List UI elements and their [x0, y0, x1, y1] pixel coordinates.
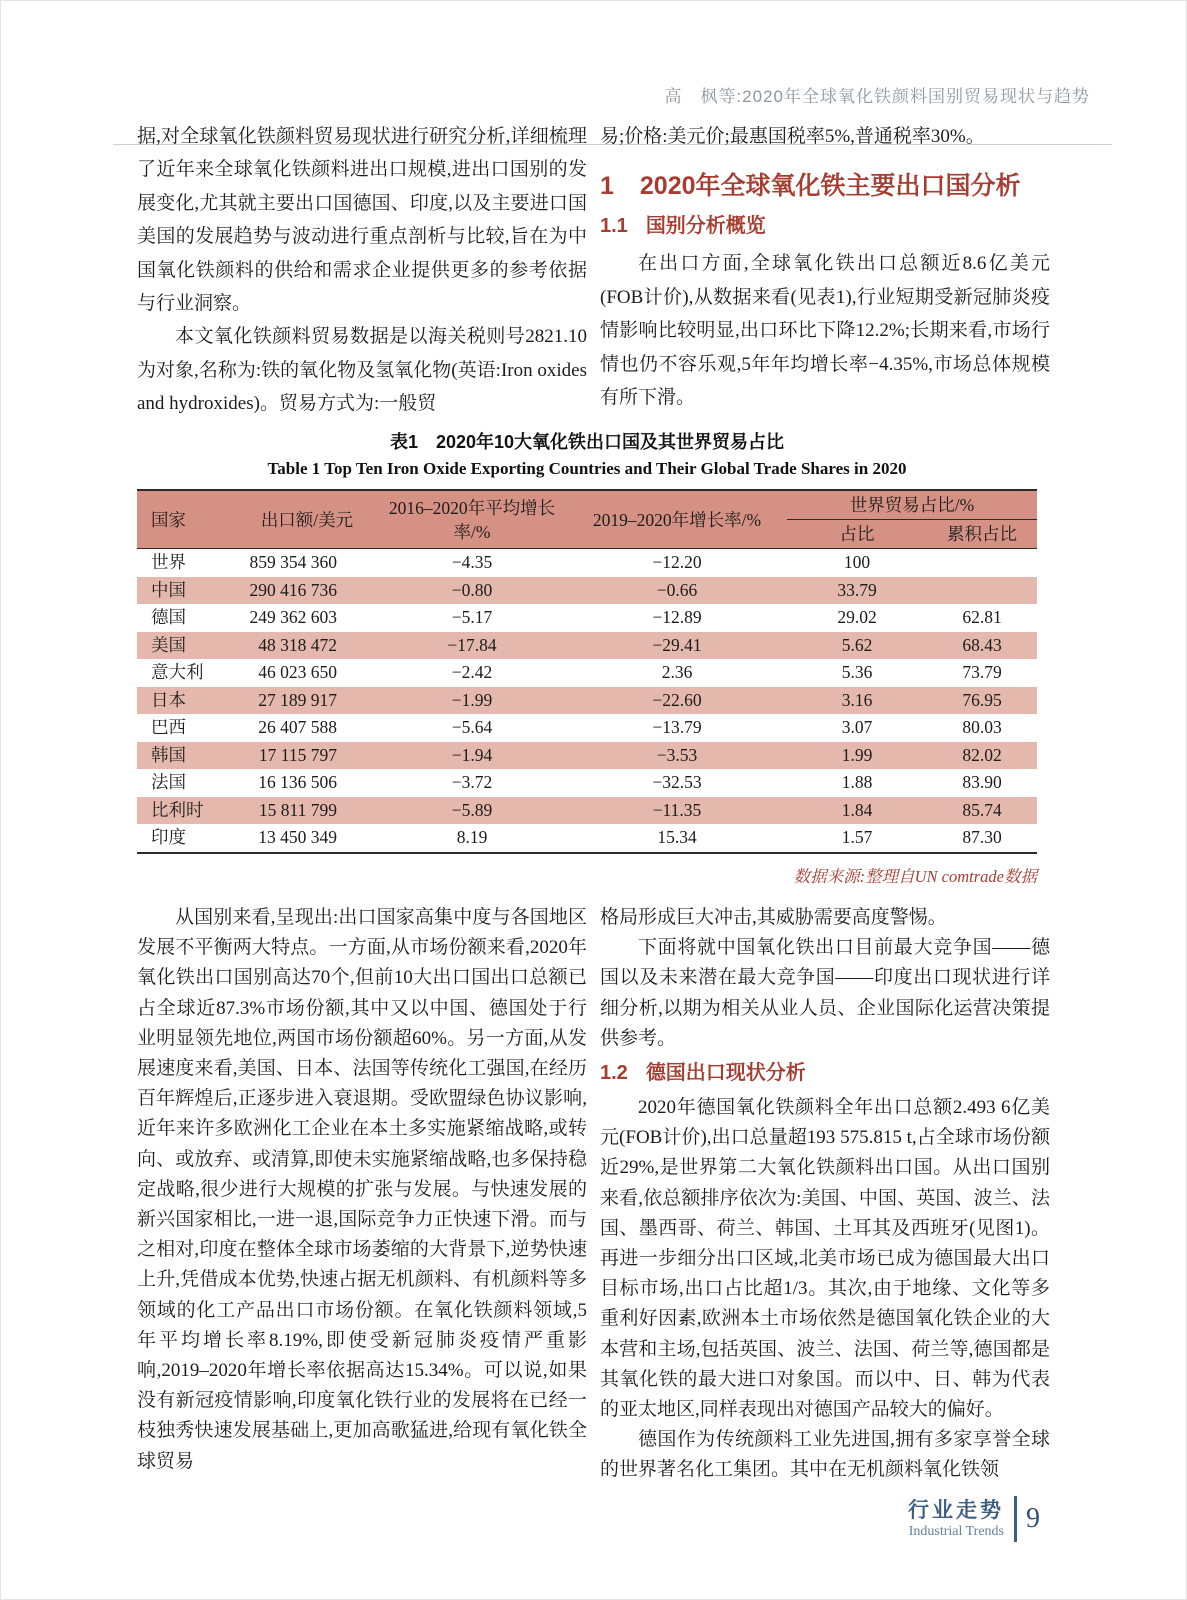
table-cell: 美国	[151, 634, 186, 655]
page-number: 9	[1026, 1503, 1040, 1534]
col-header-avg-growth: 2016–2020年平均增长率/%	[388, 497, 556, 542]
table-cell: 比利时	[151, 799, 204, 820]
table-cell: 80.03	[962, 717, 1002, 737]
table-cell: 1.57	[841, 827, 873, 847]
table-cell: 中国	[151, 579, 186, 600]
col-header-yoy-growth: 2019–2020年增长率/%	[592, 509, 762, 530]
section-number: 1	[600, 172, 614, 201]
table-cell: 8.19	[456, 827, 488, 847]
footer-divider-bar	[1014, 1496, 1017, 1542]
table-cell: −11.35	[652, 799, 702, 820]
table-cell: −0.66	[656, 579, 698, 600]
col-header-export: 出口额/美元	[260, 509, 354, 530]
paragraph: 本文氧化铁颜料贸易数据是以海关税则号2821.10为对象,名称为:铁的氧化物及氢氧化物(英语:Iron oxides and hydroxides)。贸易方式为:一般贸	[137, 326, 587, 415]
table-cell: 290 416 736	[249, 579, 337, 600]
table-cell: −29.41	[652, 634, 702, 655]
table-cell	[927, 549, 1037, 577]
table-cell: −3.53	[656, 744, 698, 765]
table-cell: 85.74	[962, 799, 1002, 820]
table-row	[137, 632, 1037, 660]
table-cell: −32.53	[652, 772, 702, 792]
table-cell: 46 023 650	[258, 662, 337, 682]
paragraph: 格局形成巨大冲击,其威胁需要高度警惕。	[600, 907, 947, 928]
paragraph: 下面将就中国氧化铁出口目前最大竞争国——德国以及未来潜在最大竞争国——印度出口现状进行详细分析,以期为相关从业人员、企业国际化运营决策提供参考。	[600, 937, 1050, 1049]
table-cell: −13.79	[652, 717, 702, 737]
table-cell: 83.90	[962, 772, 1002, 792]
table-cell: −2.42	[451, 662, 493, 682]
top-left-column	[137, 120, 587, 421]
table-caption-cn: 表1 2020年10大氧化铁出口国及其世界贸易占比	[389, 432, 785, 452]
table-block	[137, 428, 1037, 891]
bottom-section	[137, 903, 1050, 1486]
section-title: 德国出口现状分析	[645, 1062, 806, 1085]
table-cell: 印度	[151, 827, 186, 847]
table-row	[137, 687, 1037, 715]
table-cell: 100	[843, 552, 871, 572]
table-cell: −12.20	[652, 552, 702, 572]
paragraph: 2020年德国氧化铁颜料全年出口总额2.493 6亿美元(FOB计价),出口总量超193 575.815 t,占全球市场份额近29%,是世界第二大氧化铁颜料出口国。从出口国别来看,依总额排序依次为:美国、中国、英国、波兰、法国、墨西哥、荷兰、韩国、土耳其及西班牙(见图1)。再进一步细分出口区域,北美市场已成为德国最大出口目标市场,出口占比超1/3。其次,由于地缘、文化等多重利好因素,欧洲本土市场依然是德国氧化铁企业的大本营和主场,包括英国、波兰、法国、荷兰等,德国都是其氧化铁的最大进口对象国。而以中、日、韩为代表的亚太地区,同样表现出对德国产品较大的偏好。	[600, 1097, 1050, 1421]
table-cell: −5.89	[451, 799, 493, 820]
col-header-share: 占比	[839, 524, 875, 544]
table-cell: −0.80	[451, 579, 493, 600]
table-body	[137, 549, 1037, 853]
table-cell: 意大利	[151, 662, 204, 682]
section-number: 1.2	[600, 1062, 628, 1085]
table-cell: 3.07	[841, 717, 873, 737]
table-source-note: 数据来源:整理自UN comtrade数据	[793, 866, 1037, 886]
bottom-right-column	[600, 903, 1050, 1486]
section-title: 国别分析概览	[645, 215, 766, 238]
table-cell: 世界	[151, 552, 186, 572]
paragraph: 从国别来看,呈现出:出口国家高集中度与各国地区发展不平衡两大特点。一方面,从市场份额来看,2020年氧化铁出口国别高达70个,但前10大出口国出口总额已占全球近87.3%市场份额,其中又以中国、德国处于行业明显领先地位,两国市场份额超60%。另一方面,从发展速度来看,美国、日本、法国等传统化工强国,在经历百年辉煌后,正逐步进入衰退期。受欧盟绿色协议影响,近年来许多欧洲化工企业在本土多实施紧缩战略,或转向、或放弃、或清算,即使未实施紧缩战略,也多保持稳定战略,很少进行大规模的扩张与发展。与快速发展的新兴国家相比,一进一退,国际竞争力正快速下滑。而与之相对,印度在整体全球市场萎缩的大背景下,逆势快速上升,凭借成本优势,快速占据无机颜料、有机颜料等多领域的化工产品出口市场份额。在氧化铁颜料领域,5年平均增长率8.19%,即使受新冠肺炎疫情严重影响,2019–2020年增长率依据高达15.34%。可以说,如果没有新冠疫情影响,印度氧化铁行业的发展将在已经一枝独秀快速发展基础上,更加高歌猛进,给现有氧化铁全球贸易	[137, 907, 587, 1472]
table-cell: 法国	[151, 772, 186, 792]
table-cell: 韩国	[151, 744, 186, 765]
table-row	[137, 604, 1037, 632]
table-cell: 82.02	[962, 744, 1002, 765]
table-cell: 5.62	[841, 634, 873, 655]
table-header	[137, 490, 1037, 549]
table-row	[137, 577, 1037, 605]
paragraph: 易;价格:美元价;最惠国税率5%,普通税率30%。	[600, 126, 985, 147]
table-cell: −1.94	[451, 744, 493, 765]
table-cell: 249 362 603	[249, 607, 337, 627]
footer-section-en: Industrial Trends	[908, 1523, 1004, 1539]
table-cell: 1.99	[841, 744, 873, 765]
trade-table	[137, 489, 1037, 854]
footer-section-label	[908, 1499, 1004, 1540]
table-row	[137, 714, 1037, 742]
table-cell: 73.79	[962, 662, 1002, 682]
col-header-country: 国家	[151, 509, 186, 530]
table-cell: −12.89	[652, 607, 702, 627]
table-cell: 48 318 472	[258, 634, 337, 655]
table-cell: 87.30	[962, 827, 1002, 847]
table-cell: 76.95	[962, 689, 1002, 710]
paragraph: 在出口方面,全球氧化铁出口总额近8.6亿美元(FOB计价),从数据来看(见表1),行业短期受新冠肺炎疫情影响比较明显,出口环比下降12.2%;长期来看,市场行情也仍不容乐观,5年年均增长率−4.35%,市场总体规模有所下滑。	[600, 253, 1050, 409]
top-section	[137, 120, 1050, 421]
running-head: 高 枫等:2020年全球氧化铁颜料国别贸易现状与趋势	[664, 87, 1090, 106]
table-cell: 859 354 360	[249, 552, 337, 572]
table-cell: 16 136 506	[258, 772, 337, 792]
col-header-cumulative: 累积占比	[947, 524, 1017, 544]
table-cell: 15 811 799	[258, 799, 337, 820]
table-cell: 5.36	[841, 662, 873, 682]
table-cell: 2.36	[661, 662, 693, 682]
table-row	[137, 659, 1037, 687]
table-row	[137, 797, 1037, 825]
col-header-world-share: 世界贸易占比/%	[787, 490, 1037, 520]
table-cell: 68.43	[962, 634, 1002, 655]
section-heading-1-1	[600, 211, 1050, 241]
section-heading-1	[600, 169, 1050, 203]
table-cell	[927, 577, 1037, 605]
paragraph: 据,对全球氧化铁颜料贸易现状进行研究分析,详细梳理了近年来全球氧化铁颜料进出口规模,进出口国别的发展变化,尤其就主要出口国德国、印度,以及主要进口国美国的发展趋势与波动进行重点剖析与比较,旨在为中国氧化铁颜料的供给和需求企业提供更多的参考依据与行业洞察。	[137, 126, 587, 315]
table-cell: −22.60	[652, 689, 702, 710]
table-cell: 17 115 797	[258, 744, 337, 765]
table-cell: 26 407 588	[258, 717, 337, 737]
section-number: 1.1	[600, 215, 628, 238]
bottom-left-column	[137, 903, 587, 1486]
table-row	[137, 549, 1037, 577]
table-cell: −5.64	[451, 717, 493, 737]
table-cell: 巴西	[151, 717, 186, 737]
table-cell: 33.79	[837, 579, 877, 600]
table-cell: −1.99	[451, 689, 493, 710]
table-cell: −4.35	[451, 552, 493, 572]
table-cell: 13 450 349	[258, 827, 337, 847]
paragraph: 德国作为传统颜料工业先进国,拥有多家享誉全球的世界著名化工集团。其中在无机颜料氧化铁领	[600, 1429, 1050, 1481]
table-cell: −5.17	[451, 607, 493, 627]
table-cell: 德国	[151, 607, 186, 627]
table-row	[137, 742, 1037, 770]
section-heading-1-2	[600, 1058, 1050, 1088]
table-cell: 15.34	[657, 827, 697, 847]
table-cell: 日本	[151, 689, 186, 710]
table-cell: −3.72	[451, 772, 493, 792]
table-cell: 1.84	[841, 799, 873, 820]
top-right-column	[600, 120, 1050, 421]
table-cell: 27 189 917	[258, 689, 337, 710]
section-title: 2020年全球氧化铁主要出口国分析	[639, 172, 1021, 201]
table-cell: −17.84	[447, 634, 497, 655]
table-cell: 29.02	[837, 607, 877, 627]
table-cell: 3.16	[841, 689, 873, 710]
table-row	[137, 769, 1037, 797]
table-cell: 62.81	[962, 607, 1002, 627]
footer-section-cn: 行业走势	[908, 1498, 1004, 1522]
table-caption-en: Table 1 Top Ten Iron Oxide Exporting Countries and Their Global Trade Shares in 2020	[267, 459, 907, 478]
page-footer	[908, 1496, 1040, 1542]
table-row	[137, 824, 1037, 853]
table-cell: 1.88	[841, 772, 873, 792]
